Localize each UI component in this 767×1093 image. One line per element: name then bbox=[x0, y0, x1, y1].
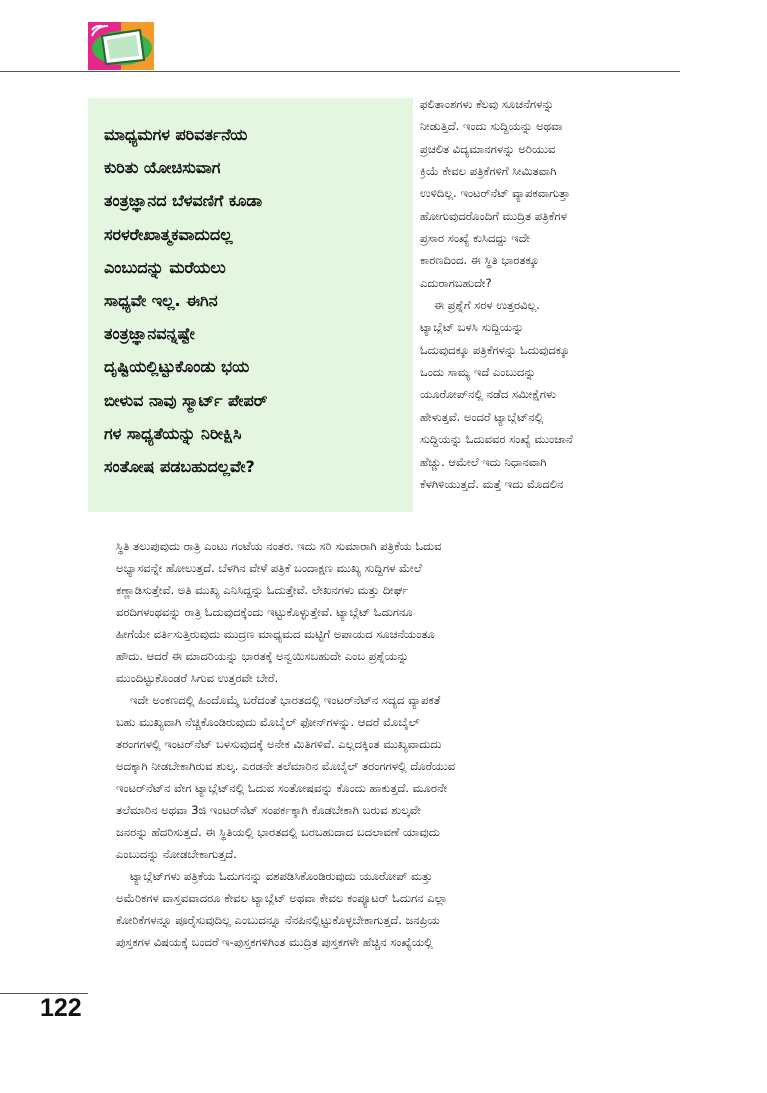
text-line: ಪ್ರಚಲಿತ ವಿದ್ಯಮಾನಗಳನ್ನು ಅರಿಯುವ bbox=[420, 141, 556, 156]
text-line: ಸುದ್ದಿಯನ್ನು ಓದುವವರ ಸಂಖ್ಯೆ ಮುಂಜಾನೆ bbox=[420, 432, 573, 447]
pull-quote-line: ಮಾಧ್ಯಮಗಳ ಪರಿವರ್ತನೆಯ bbox=[104, 125, 248, 144]
text-line: ಹೆಚ್ಚು. ಆಮೇಲೆ ಇದು ನಿಧಾನವಾಗಿ bbox=[420, 454, 547, 469]
text-line: ಯೂರೋಪ್‌ನಲ್ಲಿ ನಡೆದ ಸಮೀಕ್ಷೆಗಳು bbox=[420, 387, 556, 402]
text-line: ಕೋರಿಕೆಗಳನ್ನೂ ಪೂರೈಸುವುದಿಲ್ಲ ಎಂಬುದನ್ನೂ ನೆನಪಿನಲ್ಲಿಟ್ಟುಕೊಳ್ಳಬೇಕಾಗುತ್ತದೆ. ಜನಪ್ರಿಯ bbox=[116, 913, 440, 927]
pull-quote-line: ತಂತ್ರಜ್ಞಾನವನ್ನಷ್ಟೇ bbox=[104, 324, 195, 344]
pull-quote-line: ಗಳ ಸಾಧ್ಯತೆಯನ್ನು ನಿರೀಕ್ಷಿಸಿ bbox=[104, 423, 242, 443]
text-line: ಕಾರಣದಿಂದ. ಈ ಸ್ಥಿತಿ ಭಾರತಕ್ಕೂ bbox=[420, 253, 540, 268]
text-line: ತರಂಗಗಳಲ್ಲಿ ಇಂಟರ್‌ನೆಟ್ ಬಳಸುವುದಕ್ಕೆ ಅನೇಕ ಮಿತಿಗಳಿವೆ. ಎಲ್ಲದಕ್ಕಿಂತ ಮುಖ್ಯವಾದುದು bbox=[116, 737, 442, 751]
text-line: ಓದುವುದಕ್ಕೂ ಪತ್ರಿಕೆಗಳನ್ನು ಓದುವುದಕ್ಕೂ bbox=[420, 342, 570, 357]
text-line: ಸ್ಥಿತಿ ತಲುಪುವುದು ರಾತ್ರಿ ಎಂಟು ಗಂಟೆಯ ನಂತರ. ಇದು ಸರಿ ಸುಮಾರಾಗಿ ಪತ್ರಿಕೆಯ ಓದುವ bbox=[116, 539, 442, 553]
text-line: ಈ ಪ್ರಶ್ನೆಗೆ ಸರಳ ಉತ್ತರವಿಲ್ಲ. bbox=[434, 298, 540, 313]
text-line: ಪುಸ್ತಕಗಳ ವಿಷಯಕ್ಕೆ ಬಂದರೆ ಇ-ಪುಸ್ತಕಗಳಿಗಿಂತ ಮುದ್ರಿತ ಪುಸ್ತಕಗಳೇ ಹೆಚ್ಚಿನ ಸಂಖ್ಯೆಯಲ್ಲಿ bbox=[116, 935, 433, 949]
text-line: ಕ್ರಿಯೆ ಕೇವಲ ಪತ್ರಿಕೆಗಳಿಗೆ ಸೀಮಿತವಾಗಿ bbox=[420, 164, 557, 179]
pull-quote-line: ದೃಷ್ಟಿಯಲ್ಲಿಟ್ಟುಕೊಂಡು ಭಯ bbox=[104, 357, 250, 377]
text-line: ಟ್ಯಾಬ್ಲೆಟ್‌ಗಳು ಪತ್ರಿಕೆಯ ಓದುಗನನ್ನು ವಶಪಡಿಸಿಕೊಂಡಿರುವುದು ಯೂರೋಪ್ ಮತ್ತು bbox=[130, 869, 433, 883]
text-line: ಇಂಟರ್‌ನೆಟ್‌ನ ವೇಗ ಟ್ಯಾಬ್ಲೆಟ್‌ನಲ್ಲಿ ಓದುವ ಸಂತೋಷವನ್ನು ಕೊಂದು ಹಾಕುತ್ತದೆ. ಮೂರನೇ bbox=[116, 781, 448, 795]
pull-quote bbox=[88, 98, 413, 512]
pull-quote-line: ಸಾಧ್ಯವೇ ಇಲ್ಲ. ಈಗಿನ bbox=[104, 291, 218, 311]
pull-quote-line: ತಂತ್ರಜ್ಞಾನದ ಬೆಳವಣಿಗೆ ಕೂಡಾ bbox=[104, 191, 263, 211]
text-line: ತಲೆಮಾರಿನ ಅಥವಾ 3ಜಿ ಇಂಟರ್‌ನೆಟ್ ಸಂಪರ್ಕಕ್ಕಾಗಿ ಕೊಡಬೇಕಾಗಿ ಬರುವ ಶುಲ್ಕವೇ bbox=[116, 803, 421, 817]
text-line: ಎಂಬುದನ್ನು ನೋಡಬೇಕಾಗುತ್ತದೆ. bbox=[116, 847, 237, 861]
text-line: ಇದೇ ಅಂಕಣದಲ್ಲಿ ಹಿಂದೊಮ್ಮೆ ಬರೆದಂತೆ ಭಾರತದಲ್ಲಿ ಇಂಟರ್‌ನೆಟ್‌ನ ಸದ್ಯದ ವ್ಯಾಪಕತೆ bbox=[130, 693, 441, 707]
right-text-column bbox=[420, 93, 682, 495]
text-line: ಕೆಳಗಿಳಿಯುತ್ತದೆ. ಮತ್ತೆ ಇದು ಮೊದಲಿನ bbox=[420, 476, 564, 491]
text-line: ಹೌದು. ಆದರೆ ಈ ಮಾದರಿಯನ್ನು ಭಾರತಕ್ಕೆ ಅನ್ವಯಿಸಬಹುದೇ ಎಂಬ ಪ್ರಶ್ನೆಯನ್ನು bbox=[116, 649, 409, 663]
text-line: ಹೀಗೆಯೇ ವರ್ತಿಸುತ್ತಿರುವುದು ಮುದ್ರಣ ಮಾಧ್ಯಮದ ಮಟ್ಟಿಗೆ ಅಪಾಯದ ಸೂಚನೆಯಂತೂ bbox=[116, 627, 435, 641]
text-line: ಮುಂದಿಟ್ಟುಕೊಂಡರೆ ಸಿಗುವ ಉತ್ತರವೇ ಬೇರೆ. bbox=[116, 671, 279, 685]
text-line: ಕಣ್ಣಾಡಿಸುತ್ತೇವೆ. ಅತಿ ಮುಖ್ಯ ಎನಿಸಿದ್ದನ್ನು ಓದುತ್ತೇವೆ. ಲೇಖನಗಳು ಮತ್ತು ದೀರ್ಘ bbox=[116, 583, 409, 597]
text-line: ಪ್ರಸಾರ ಸಂಖ್ಯೆ ಕುಸಿದದ್ದು ಇದೇ bbox=[420, 231, 530, 246]
text-line: ಟ್ಯಾಬ್ಲೆಟ್ ಬಳಸಿ ಸುದ್ದಿಯನ್ನು bbox=[420, 320, 524, 335]
tablet-logo-icon bbox=[88, 22, 154, 70]
pull-quote-line: ಸರಳರೇಖಾತ್ಮಕವಾದುದಲ್ಲ bbox=[104, 224, 233, 244]
full-width-text-column bbox=[116, 535, 682, 953]
text-line: ಹೋಗುವುದರೊಂದಿಗೆ ಮುದ್ರಿತ ಪತ್ರಿಕೆಗಳ bbox=[420, 208, 567, 223]
pull-quote-line: ಕುರಿತು ಯೋಚಿಸುವಾಗ bbox=[104, 158, 221, 178]
text-line: ವರದಿಗಳಂಥವನ್ನು ರಾತ್ರಿ ಓದುವುದಕ್ಕೆಂದು ಇಟ್ಟುಕೊಳ್ಳುತ್ತೇವೆ. ಟ್ಯಾಬ್ಲೆಟ್ ಓದುಗನೂ bbox=[116, 605, 413, 619]
text-line: ಜನರನ್ನು ಹೆದರಿಸುತ್ತದೆ. ಈ ಸ್ಥಿತಿಯಲ್ಲಿ ಭಾರತದಲ್ಲಿ ಬರಬಹುದಾದ ಬದಲಾವಣೆ ಯಾವುದು bbox=[116, 825, 440, 839]
text-line: ಹೇಳುತ್ತವೆ. ಅಂದರೆ ಟ್ಯಾಬ್ಲೆಟ್‌ನಲ್ಲಿ bbox=[420, 409, 544, 424]
text-line: ಅಭ್ಯಾಸವನ್ನೇ ಹೋಲುತ್ತದೆ. ಬೆಳಗಿನ ವೇಳೆ ಪತ್ರಿಕೆ ಬಂದಾಕ್ಷಣ ಮುಖ್ಯ ಸುದ್ದಿಗಳ ಮೇಲೆ bbox=[116, 561, 422, 575]
pull-quote-line: ಸಂತೋಷ ಪಡಬಹುದಲ್ಲವೇ? bbox=[104, 457, 255, 477]
text-line: ನೀಡುತ್ತಿದೆ. ಇಂದು ಸುದ್ದಿಯನ್ನು ಅಥವಾ bbox=[420, 119, 563, 134]
text-line: ಬಹು ಮುಖ್ಯವಾಗಿ ನೆಚ್ಚಿಕೊಂಡಿರುವುದು ಮೊಬೈಲ್ ಫೋನ್‌ಗಳನ್ನು. ಆದರೆ ಮೊಬೈಲ್ bbox=[116, 715, 420, 729]
text-line: ಅಮೆರಿಕಗಳ ವಾಸ್ತವವಾದರೂ ಕೇವಲ ಟ್ಯಾಬ್ಲೆಟ್ ಅಥವಾ ಕೇವಲ ಕಂಪ್ಯೂಟರ್ ಓದುಗನ ಎಲ್ಲಾ bbox=[116, 891, 448, 905]
pull-quote-line: ಎಂಬುದನ್ನು ಮರೆಯಲು bbox=[104, 257, 226, 277]
page-number: 122 bbox=[40, 994, 82, 1022]
text-line: ಉಳಿದಿಲ್ಲ. ಇಂಟರ್‌ನೆಟ್ ವ್ಯಾಪಕವಾಗುತ್ತಾ bbox=[420, 186, 571, 201]
text-line: ಒಂದು ಸಾಮ್ಯ ಇದೆ ಎಂಬುದನ್ನು bbox=[420, 365, 536, 380]
text-line: ಫಲಿತಾಂಶಗಳು ಕೆಲವು ಸೂಚನೆಗಳನ್ನು bbox=[420, 97, 554, 111]
text-line: ಎದುರಾಗಬಹುದೇ? bbox=[420, 275, 492, 290]
text-line: ಅದಕ್ಕಾಗಿ ನೀಡಬೇಕಾಗಿರುವ ಶುಲ್ಕ. ಎರಡನೇ ತಲೆಮಾರಿನ ಮೊಬೈಲ್ ತರಂಗಗಳಲ್ಲಿ ದೊರೆಯುವ bbox=[116, 759, 456, 773]
header-rule bbox=[0, 71, 680, 72]
pull-quote-line: ಬೀಳುವ ನಾವು ಸ್ಮಾರ್ಟ್ ಪೇಪರ್ bbox=[104, 390, 268, 410]
